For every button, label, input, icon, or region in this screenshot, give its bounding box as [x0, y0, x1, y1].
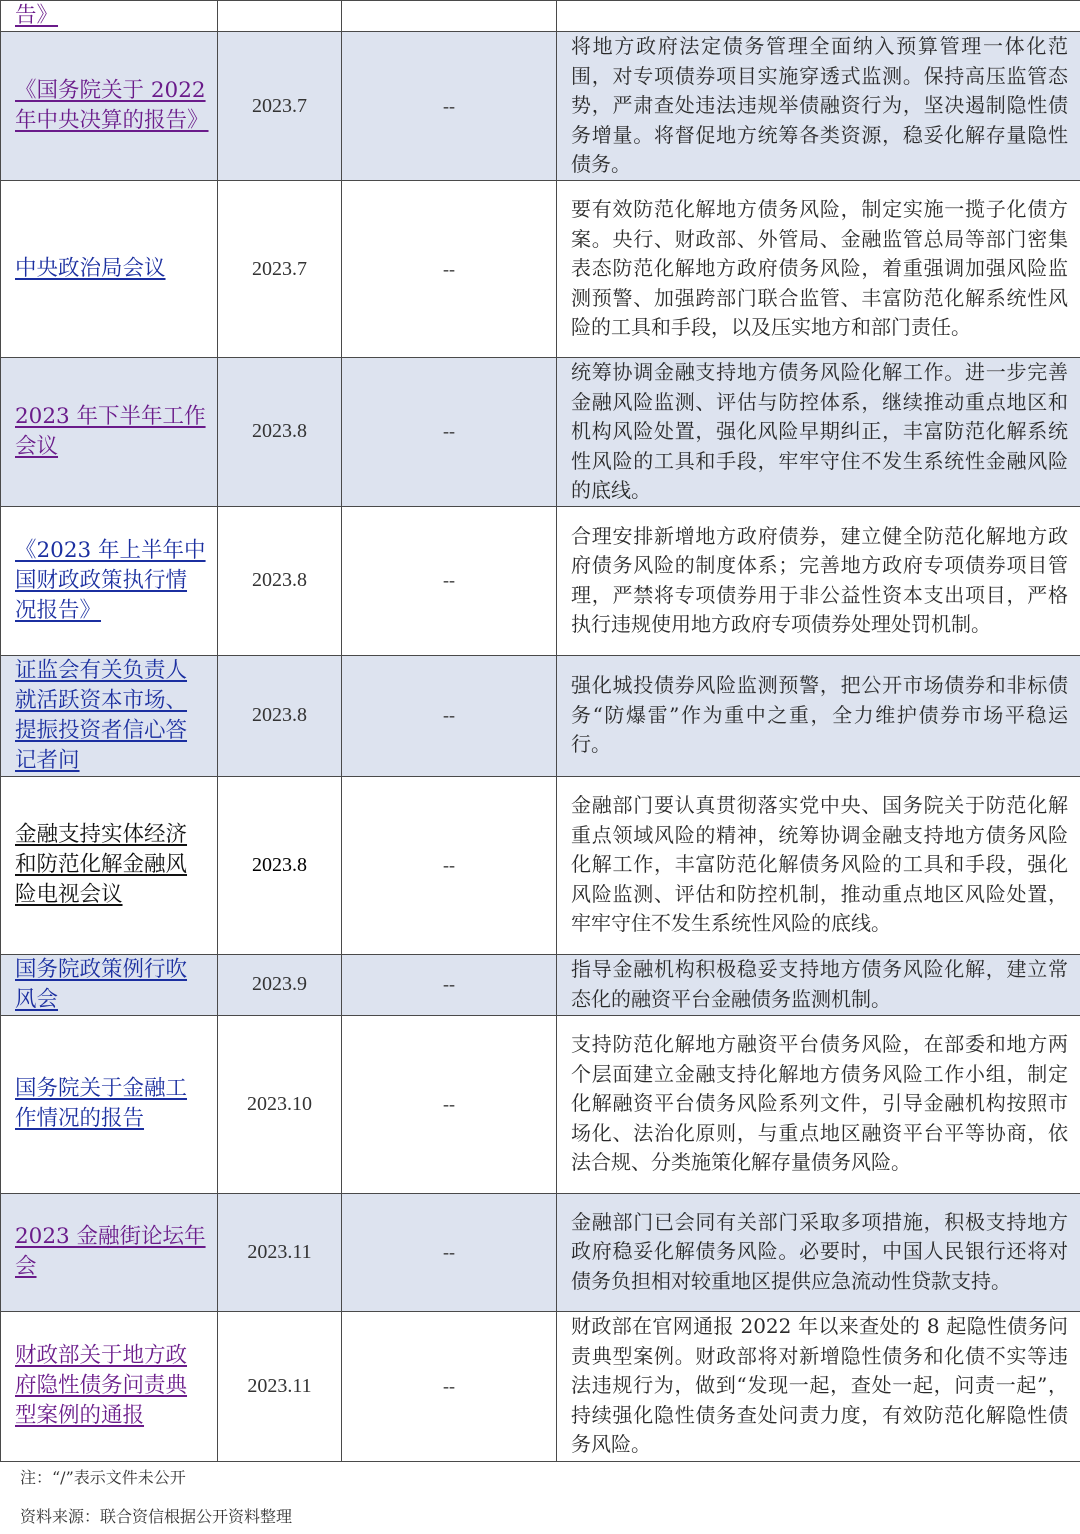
doc-number-cell: --	[342, 954, 557, 1015]
policy-title-link[interactable]: 金融支持实体经济和防范化解金融风险电视会议	[15, 822, 188, 907]
desc-cell: 强化城投债券风险监测预警，把公开市场债券和非标债务“防爆雷”作为重中之重，全力维护债券市场平稳运行。	[557, 655, 1080, 776]
doc-number-cell: --	[342, 1193, 557, 1311]
desc-cell	[557, 1, 1080, 32]
desc-cell: 财政部在官网通报 2022 年以来查处的 8 起隐性债务问责典型案例。财政部将对新增隐性债务和化债不实等违法违规行为，做到“发现一起，查处一起，问责一起”，持续强化隐性债务查处问责力度，有效防范化解隐性债务风险。	[557, 1311, 1080, 1461]
desc-cell: 金融部门已会同有关部门采取多项措施，积极支持地方政府稳妥化解债务风险。必要时，中国人民银行还将对债务负担相对较重地区提供应急流动性贷款支持。	[557, 1193, 1080, 1311]
doc-number-cell: --	[342, 1015, 557, 1193]
desc-cell: 金融部门要认真贯彻落实党中央、国务院关于防范化解重点领域风险的精神，统筹协调金融支持地方债务风险化解工作，丰富防范化解债务风险的工具和手段，强化风险监测、评估和防控机制，推动重点地区风险处置，牢牢守住不发生系统性风险的底线。	[557, 776, 1080, 954]
title-cell	[1, 776, 218, 954]
date-cell: 2023.11	[218, 1193, 342, 1311]
desc-cell: 要有效防范化解地方债务风险，制定实施一揽子化债方案。央行、财政部、外管局、金融监管总局等部门密集表态防范化解地方政府债务风险，着重强调加强风险监测预警、加强跨部门联合监管、丰富防范化解系统性风险的工具和手段，以及压实地方和部门责任。	[557, 181, 1080, 358]
policy-title-link[interactable]: 国务院关于金融工作情况的报告	[15, 1076, 188, 1131]
doc-number-cell: --	[342, 181, 557, 358]
table-note: 注：“/”表示文件未公开	[20, 1468, 186, 1487]
date-cell: 2023.10	[218, 1015, 342, 1193]
title-cell	[1, 1193, 218, 1311]
title-cell	[1, 655, 218, 776]
doc-number-cell: --	[342, 655, 557, 776]
policy-title-link[interactable]: 2023 金融街论坛年会	[15, 1224, 206, 1279]
date-cell: 2023.8	[218, 358, 342, 507]
table-row	[1, 776, 1080, 954]
title-cell	[1, 1015, 218, 1193]
table-row	[1, 181, 1080, 358]
desc-cell: 指导金融机构积极稳妥支持地方债务风险化解，建立常态化的融资平台金融债务监测机制。	[557, 954, 1080, 1015]
title-cell	[1, 506, 218, 655]
title-cell	[1, 358, 218, 507]
desc-cell: 将地方政府法定债务管理全面纳入预算管理一体化范围，对专项债券项目实施穿透式监测。保持高压监管态势，严肃查处违法违规举债融资行为，坚决遏制隐性债务增量。将督促地方统筹各类资源，稳妥化解存量隐性债务。	[557, 32, 1080, 181]
policy-title-link[interactable]: 《2023 年上半年中国财政政策执行情况报告》	[15, 537, 206, 623]
date-cell: 2023.8	[218, 776, 342, 954]
title-cell	[1, 954, 218, 1015]
desc-cell: 合理安排新增地方政府债券，建立健全防范化解地方政府债务风险的制度体系；完善地方政府专项债券项目管理，严禁将专项债券用于非公益性资本支出项目，严格执行违规使用地方政府专项债券处理处罚机制。	[557, 506, 1080, 655]
date-cell: 2023.7	[218, 32, 342, 181]
title-cell	[1, 1, 218, 32]
desc-cell: 支持防范化解地方融资平台债务风险，在部委和地方两个层面建立金融支持化解地方债务风险工作小组，制定化解融资平台债务风险系列文件，引导金融机构按照市场化、法治化原则，与重点地区融资平台平等协商，依法合规、分类施策化解存量债务风险。	[557, 1015, 1080, 1193]
table-row	[1, 655, 1080, 776]
title-cell	[1, 32, 218, 181]
policy-title-link[interactable]: 证监会有关负责人就活跃资本市场、提振投资者信心答记者问	[15, 657, 188, 773]
title-cell	[1, 181, 218, 358]
table-row	[1, 358, 1080, 507]
desc-cell: 统筹协调金融支持地方债务风险化解工作。进一步完善金融风险监测、评估与防控体系，继续推动重点地区和机构风险处置，强化风险早期纠正，丰富防范化解系统性风险的工具和手段，牢牢守住不发生系统性金融风险的底线。	[557, 358, 1080, 507]
policy-title-link[interactable]: 告》	[15, 3, 59, 28]
table-row	[1, 1, 1080, 32]
data-source: 资料来源：联合资信根据公开资料整理	[20, 1507, 293, 1526]
policy-title-link[interactable]: 《国务院关于 2022 年中央决算的报告》	[15, 78, 209, 133]
date-cell: 2023.8	[218, 655, 342, 776]
doc-number-cell	[342, 1, 557, 32]
doc-number-cell: --	[342, 358, 557, 507]
policy-title-link[interactable]: 财政部关于地方政府隐性债务问责典型案例的通报	[15, 1343, 188, 1428]
doc-number-cell: --	[342, 776, 557, 954]
date-cell: 2023.11	[218, 1311, 342, 1461]
table-row	[1, 32, 1080, 181]
policy-title-link[interactable]: 2023 年下半年工作会议	[15, 403, 206, 459]
doc-number-cell: --	[342, 1311, 557, 1461]
table-row	[1, 1015, 1080, 1193]
date-cell: 2023.7	[218, 181, 342, 358]
doc-number-cell: --	[342, 32, 557, 181]
date-cell: 2023.9	[218, 954, 342, 1015]
date-cell: 2023.8	[218, 506, 342, 655]
table-row	[1, 954, 1080, 1015]
table-row	[1, 1193, 1080, 1311]
policy-title-link[interactable]: 国务院政策例行吹风会	[15, 956, 188, 1012]
table-row	[1, 1311, 1080, 1461]
doc-number-cell: --	[342, 506, 557, 655]
policy-title-link[interactable]: 中央政治局会议	[15, 256, 166, 281]
date-cell	[218, 1, 342, 32]
table-row	[1, 506, 1080, 655]
title-cell	[1, 1311, 218, 1461]
